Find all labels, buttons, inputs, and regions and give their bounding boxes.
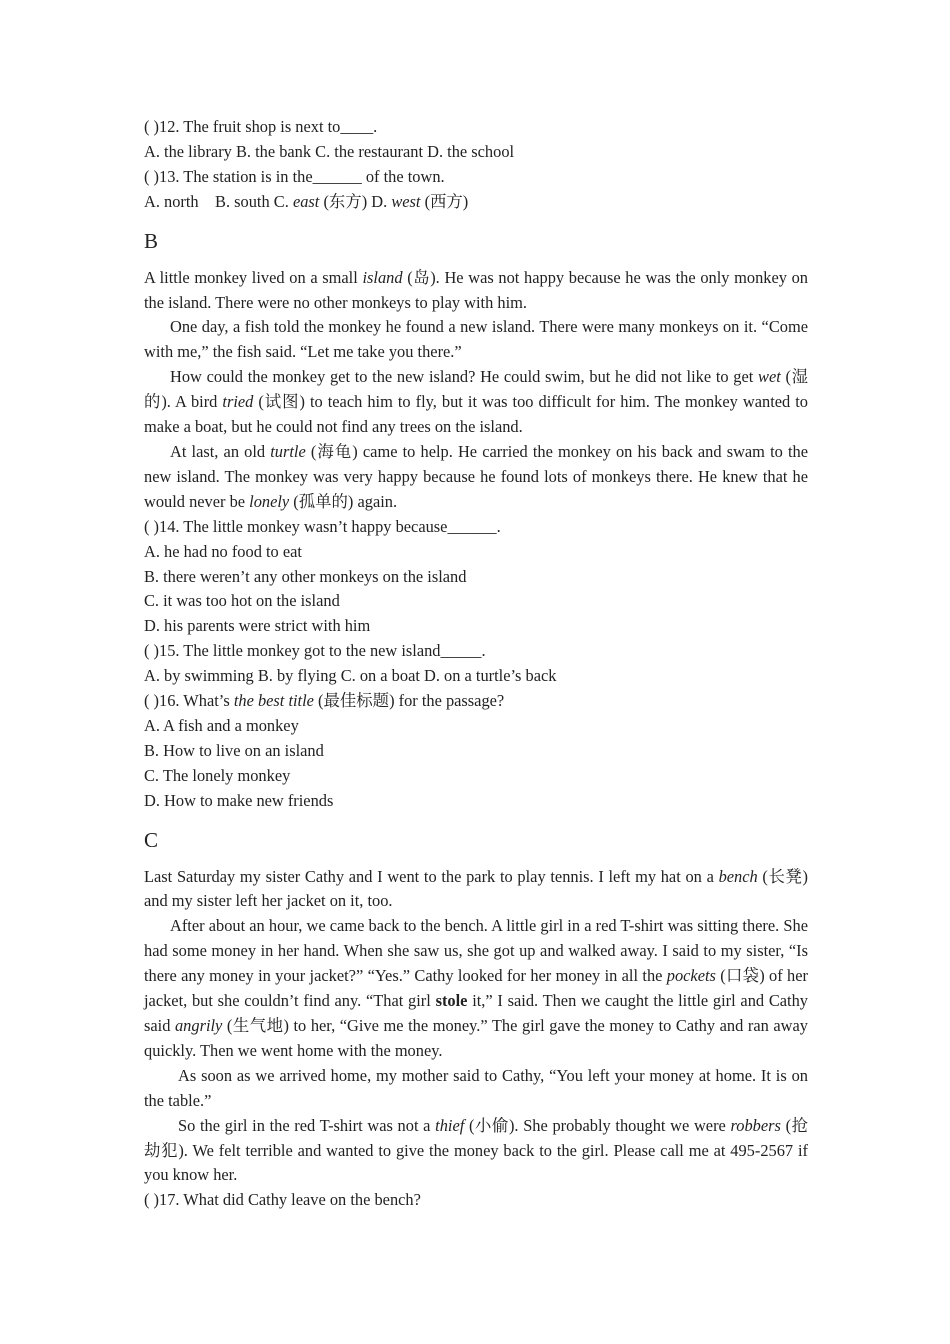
- passage-c-paragraph-3: As soon as we arrived home, my mother said to Cathy, “You left your money at home. It is on the table.”: [144, 1065, 808, 1110]
- question-16-option-d: D. How to make new friends: [144, 790, 334, 810]
- question-14-option-c: C. it was too hot on the island: [144, 591, 340, 611]
- question-17: ( )17. What did Cathy leave on the bench?: [144, 1190, 421, 1210]
- passage-b-paragraph-4: At last, an old turtle (海龟) came to help. He carried the monkey on his back and swam to the new island. The monkey was very happy because he found lots of monkeys there. He knew that he would never be lonely (孤单的) again.: [144, 441, 808, 511]
- question-13: ( )13. The station is in the______ of the town.: [144, 166, 445, 186]
- question-16-option-b: B. How to live on an island: [144, 740, 324, 760]
- passage-c-paragraph-4: So the girl in the red T-shirt was not a thief (小偷). She probably thought we were robbers (抢劫犯). We felt terrible and wanted to give the money back to the girl. Please call me at 495-2567 if you know her.: [144, 1115, 809, 1185]
- question-14-option-d: D. his parents were strict with him: [144, 616, 371, 636]
- question-14-option-b: B. there weren’t any other monkeys on the island: [144, 566, 467, 586]
- passage-b-paragraph-3: How could the monkey get to the new island? He could swim, but he did not like to get wet (湿的). A bird tried (试图) to teach him to fly, but it was too difficult for him. The monkey wanted to make a boat, but he could not find any trees on the island.: [144, 367, 808, 437]
- worksheet-page: [144, 115, 808, 1213]
- question-15-options: A. by swimming B. by flying C. on a boat D. on a turtle’s back: [144, 666, 557, 686]
- passage-c-paragraph-1: Last Saturday my sister Cathy and I went to the park to play tennis. I left my hat on a bench (长凳) and my sister left her jacket on it, too.: [144, 866, 808, 911]
- section-c-heading: C: [144, 827, 159, 852]
- question-16-option-c: C. The lonely monkey: [144, 765, 291, 785]
- section-b-heading: B: [144, 228, 159, 253]
- question-15: ( )15. The little monkey got to the new island_____.: [144, 641, 486, 661]
- question-12: ( )12. The fruit shop is next to____.: [144, 117, 378, 136]
- question-14: ( )14. The little monkey wasn’t happy because______.: [144, 516, 501, 536]
- question-12-options: A. the library B. the bank C. the restaurant D. the school: [144, 141, 515, 161]
- passage-c-paragraph-2: After about an hour, we came back to the bench. A little girl in a red T-shirt was sitting there. She had some money in her hand. When she saw us, she got up and walked away. I said to my sister, “Is there any money in your jacket?” “Yes.” Cathy looked for her money in all the pockets (口袋) of her jacket, but she couldn’t find any. “That girl stole it,” I said. Then we caught the little girl and Cathy said angrily (生气地) to her, “Give me the money.” The girl gave the money to Cathy and ran away quickly. Then we went home with the money.: [144, 916, 808, 1060]
- passage-b-paragraph-1: A little monkey lived on a small island (岛). He was not happy because he was the only monkey on the island. There were no other monkeys to play with him.: [144, 267, 808, 312]
- question-16: ( )16. What’s the best title (最佳标题) for the passage?: [144, 691, 505, 711]
- passage-b-paragraph-2: One day, a fish told the monkey he found a new island. There were many monkeys on it. “Come with me,” the fish said. “Let me take you there.”: [144, 317, 808, 362]
- question-14-option-a: A. he had no food to eat: [144, 541, 302, 561]
- question-13-options: A. north B. south C. east (东方) D. west (西方): [144, 191, 469, 211]
- question-16-option-a: A. A fish and a monkey: [144, 715, 299, 735]
